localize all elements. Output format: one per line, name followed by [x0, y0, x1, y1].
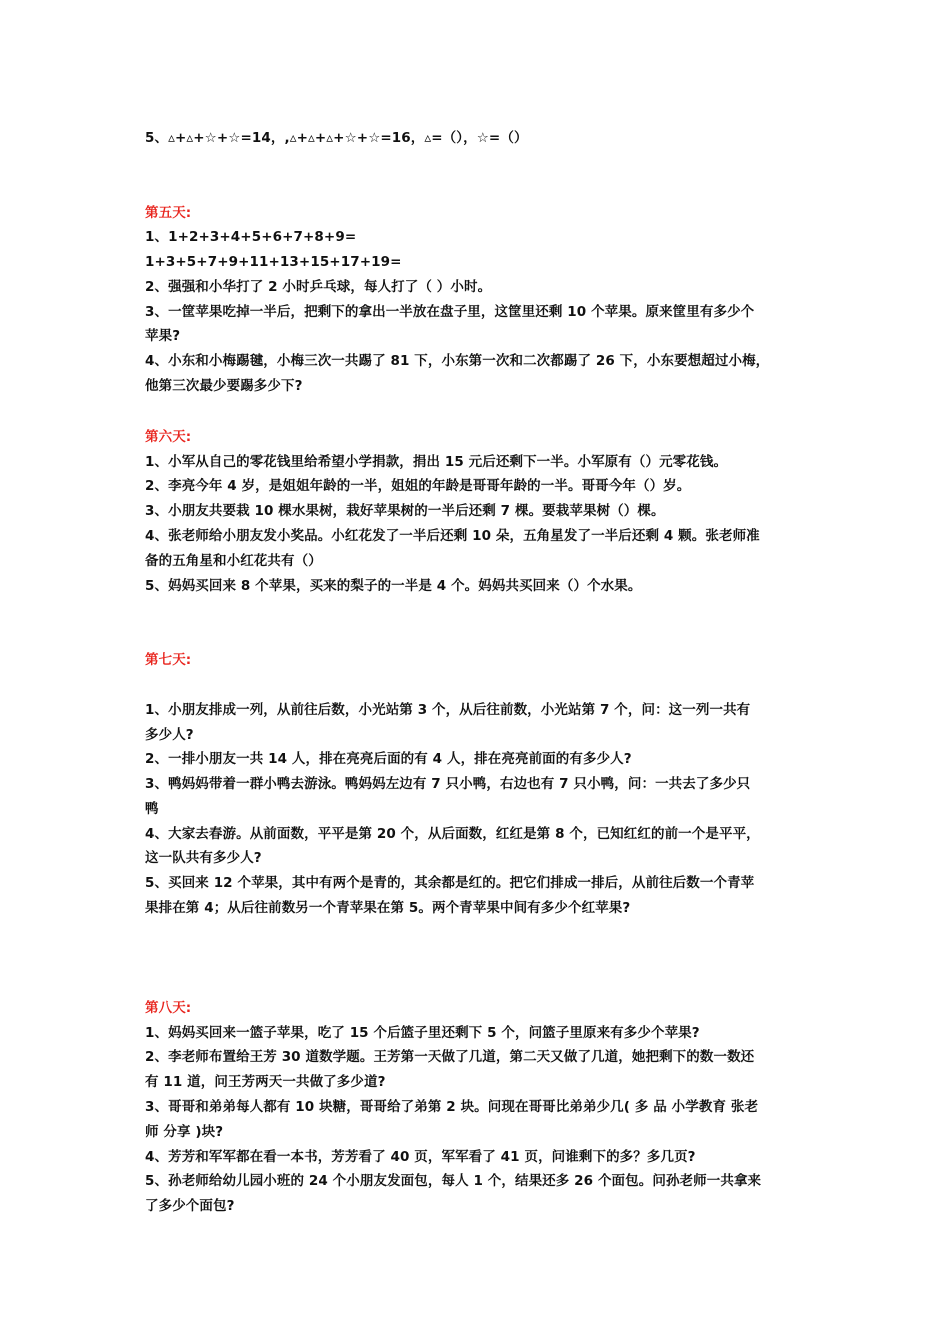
top-question-5: 5、▵+▵+☆+☆=14，,▵+▵+▵+☆+☆=16，▵=（），☆=（） — [145, 130, 528, 146]
day7-line: 多少人? — [145, 727, 194, 743]
day5-line: 2、强强和小华打了 2 小时乒乓球，每人打了（ ）小时。 — [145, 279, 492, 295]
day8-line: 2、李老师布置给王芳 30 道数学题。王芳第一天做了几道，第二天又做了几道，她把剩下的数一数还 — [145, 1049, 755, 1065]
day8-line: 了多少个面包? — [145, 1198, 235, 1214]
day6-line: 2、李亮今年 4 岁，是姐姐年龄的一半，姐姐的年龄是哥哥年龄的一半。哥哥今年（）岁。 — [145, 478, 691, 494]
day5-heading: 第五天: — [145, 205, 192, 221]
day7-heading: 第七天: — [145, 652, 192, 668]
day6-line: 备的五角星和小红花共有（） — [145, 553, 322, 569]
day8-heading: 第八天: — [145, 1000, 192, 1016]
day6-line: 5、妈妈买回来 8 个苹果，买来的梨子的一半是 4 个。妈妈共买回来（）个水果。 — [145, 578, 642, 594]
day8-line: 师 分享 )块? — [145, 1124, 224, 1140]
day5-line: 苹果? — [145, 328, 181, 344]
day6-line: 1、小军从自己的零花钱里给希望小学捐款，捐出 15 元后还剩下一半。小军原有（）元零花钱。 — [145, 454, 728, 470]
day6-line: 3、小朋友共要栽 10 棵水果树，栽好苹果树的一半后还剩 7 棵。要栽苹果树（）棵。 — [145, 503, 665, 519]
day6-heading: 第六天: — [145, 429, 192, 445]
day5-line: 1+3+5+7+9+11+13+15+17+19= — [145, 254, 402, 270]
day7-line: 这一队共有多少人? — [145, 850, 262, 866]
day5-line: 他第三次最少要踢多少下? — [145, 378, 303, 394]
day8-line: 3、哥哥和弟弟每人都有 10 块糖，哥哥给了弟第 2 块。问现在哥哥比弟弟少几( 多 品 小学教育 张老 — [145, 1099, 759, 1115]
day7-line: 5、买回来 12 个苹果，其中有两个是青的，其余都是红的。把它们排成一排后，从前往后数一个青苹 — [145, 875, 755, 891]
day7-line: 2、一排小朋友一共 14 人，排在亮亮后面的有 4 人，排在亮亮前面的有多少人? — [145, 751, 632, 767]
day5-line: 4、小东和小梅踢毽，小梅三次一共踢了 81 下，小东第一次和二次都踢了 26 下，小东要想超过小梅， — [145, 353, 770, 369]
day7-line: 鸭 — [145, 801, 159, 817]
day5-line: 3、一筐苹果吃掉一半后，把剩下的拿出一半放在盘子里，这筐里还剩 10 个苹果。原来筐里有多少个 — [145, 304, 755, 320]
day7-line: 果排在第 4；从后往前数另一个青苹果在第 5。两个青苹果中间有多少个红苹果? — [145, 900, 631, 916]
day8-line: 4、芳芳和军军都在看一本书，芳芳看了 40 页，军军看了 41 页，问谁剩下的多？多几页? — [145, 1149, 696, 1165]
day5-line: 1、1+2+3+4+5+6+7+8+9= — [145, 229, 357, 245]
day6-line: 4、张老师给小朋友发小奖品。小红花发了一半后还剩 10 朵，五角星发了一半后还剩 4 颗。张老师准 — [145, 528, 760, 544]
day8-line: 有 11 道，问王芳两天一共做了多少道? — [145, 1074, 386, 1090]
day7-line: 4、大家去春游。从前面数，平平是第 20 个，从后面数，红红是第 8 个，已知红红的前一个是平平， — [145, 826, 760, 842]
day7-line: 3、鸭妈妈带着一群小鸭去游泳。鸭妈妈左边有 7 只小鸭，右边也有 7 只小鸭，问：一共去了多少只 — [145, 776, 751, 792]
day8-line: 5、孙老师给幼儿园小班的 24 个小朋友发面包，每人 1 个，结果还多 26 个面包。问孙老师一共拿来 — [145, 1173, 762, 1189]
day8-line: 1、妈妈买回来一篮子苹果，吃了 15 个后篮子里还剩下 5 个，问篮子里原来有多少个苹果? — [145, 1025, 700, 1041]
day7-line: 1、小朋友排成一列，从前往后数，小光站第 3 个，从后往前数，小光站第 7 个，问：这一列一共有 — [145, 702, 751, 718]
